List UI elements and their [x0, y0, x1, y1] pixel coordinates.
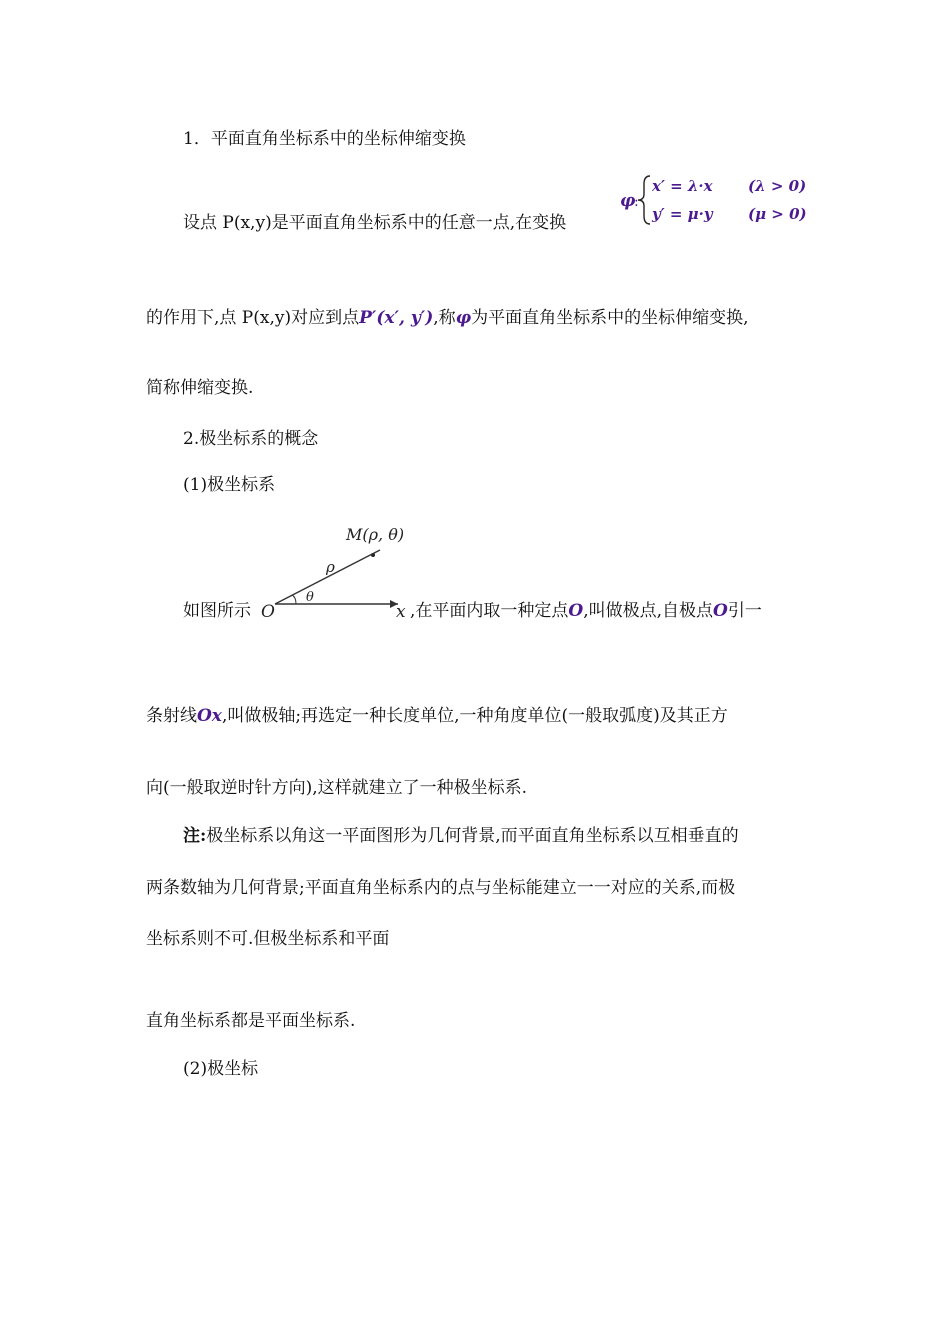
formula-row1: x′ = λ·x — [652, 177, 713, 195]
note-label: 注: — [183, 826, 207, 846]
diagram-origin: O — [261, 602, 275, 622]
section2-sub2: (2)极坐标 — [183, 1059, 259, 1079]
para-text: ,叫做极轴;再选定一种长度单位,一种角度单位(一般取弧度)及其正方 — [221, 706, 728, 726]
diagram-theta: θ — [306, 590, 314, 605]
pole-symbol: O — [568, 601, 584, 621]
formula-row2: y′ = μ·y — [652, 205, 713, 223]
figure-caption-b — [410, 600, 762, 622]
formula-colon: : — [634, 194, 639, 210]
formula-row2-cond: (μ > 0) — [748, 205, 807, 223]
note-line2: 两条数轴为几何背景;平面直角坐标系内的点与坐标能建立一一对应的关系,而极 — [146, 878, 736, 898]
note-line3: 坐标系则不可.但极坐标系和平面 — [146, 929, 390, 949]
figure-caption-a: 如图所示 — [183, 601, 251, 621]
para-text: 极坐标系以角这一平面图形为几何背景,而平面直角坐标系以互相垂直的 — [206, 826, 739, 846]
para-text: 的作用下,点 P(x,y)对应到点 — [146, 308, 360, 328]
section2-line2 — [146, 705, 728, 727]
diagram-angle-arc — [292, 595, 296, 604]
section1-para-line2 — [146, 307, 748, 329]
transform-formula — [620, 172, 820, 228]
section1-heading: 1．平面直角坐标系中的坐标伸缩变换 — [183, 129, 466, 149]
polar-axis-symbol: Ox — [197, 706, 222, 726]
note-line1 — [183, 825, 739, 847]
section1-para-line1 — [183, 212, 566, 234]
para-text: ,叫做极点,自极点 — [583, 601, 714, 621]
para-text: 引一 — [727, 601, 762, 621]
phi-symbol: φ — [455, 308, 472, 328]
para-text: 为平面直角坐标系中的坐标伸缩变换, — [471, 308, 749, 328]
formula-row1-cond: (λ > 0) — [748, 177, 807, 195]
section2-line3: 向(一般取逆时针方向),这样就建立了一种极坐标系. — [146, 778, 528, 798]
section1-para-line3: 简称伸缩变换. — [146, 378, 254, 398]
formula-brace — [638, 176, 650, 224]
section2-heading: 2.极坐标系的概念 — [183, 429, 319, 449]
polar-diagram — [258, 520, 418, 622]
para-text: ,在平面内取一种定点 — [410, 601, 569, 621]
note-line4: 直角坐标系都是平面坐标系. — [146, 1011, 356, 1031]
diagram-axis-label: x — [396, 602, 406, 622]
section2-sub1: (1)极坐标系 — [183, 475, 276, 495]
para-text: 条射线 — [146, 706, 197, 726]
para-text: 设点 P(x,y)是平面直角坐标系中的任意一点,在变换 — [183, 213, 567, 233]
point-prime: P′(x′, y′) — [359, 308, 434, 328]
diagram-point-label: M(ρ, θ) — [346, 525, 405, 544]
para-text: ,称 — [433, 308, 456, 328]
diagram-rho: ρ — [326, 558, 335, 576]
formula-phi: φ — [620, 191, 636, 211]
pole-symbol: O — [713, 601, 728, 621]
